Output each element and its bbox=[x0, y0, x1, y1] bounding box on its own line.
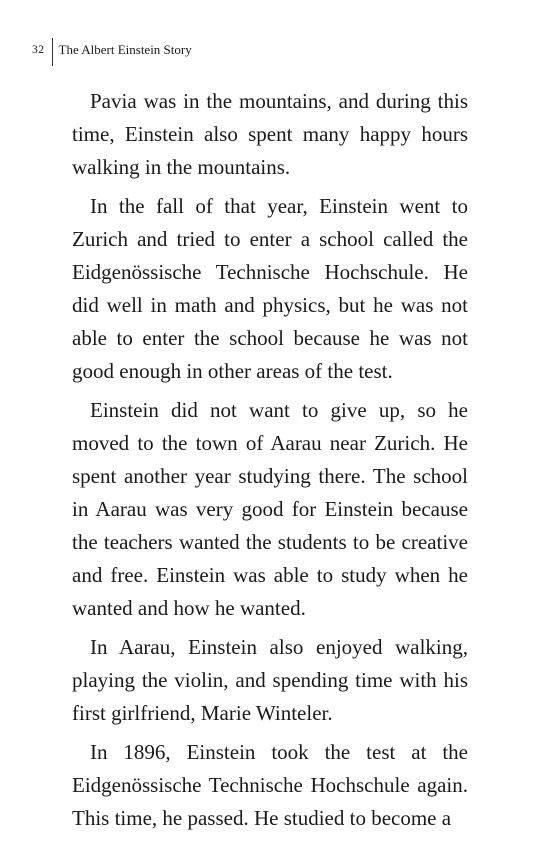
running-title: The Albert Einstein Story bbox=[58, 42, 192, 57]
page-header bbox=[32, 38, 192, 66]
paragraph-3: Einstein did not want to give up, so he moved to the town of Aarau near Zurich. He spent another year studying there. The school in Aarau was very good for Einstein because the teachers wanted the students to be creative and free. Einstein was able to study when he wanted and how he wanted. bbox=[72, 398, 468, 620]
body-text bbox=[72, 85, 468, 841]
paragraph-1: Pavia was in the mountains, and during this time, Einstein also spent many happy hours walking in the mountains. bbox=[72, 89, 468, 179]
paragraph-2: In the fall of that year, Einstein went to Zurich and tried to enter a school called the Eidgenössische Technische Hochschule. He did well in math and physics, but he was not able to enter the school because he was not good enough in other areas of the test. bbox=[72, 194, 468, 383]
page-number: 32 bbox=[32, 44, 45, 56]
paragraph-5: In 1896, Einstein took the test at the Eidgenössische Technische Hochschule again. This time, he passed. He studied to become a bbox=[72, 740, 468, 830]
paragraph-4: In Aarau, Einstein also enjoyed walking, playing the violin, and spending time with his first girlfriend, Marie Winteler. bbox=[72, 635, 468, 725]
